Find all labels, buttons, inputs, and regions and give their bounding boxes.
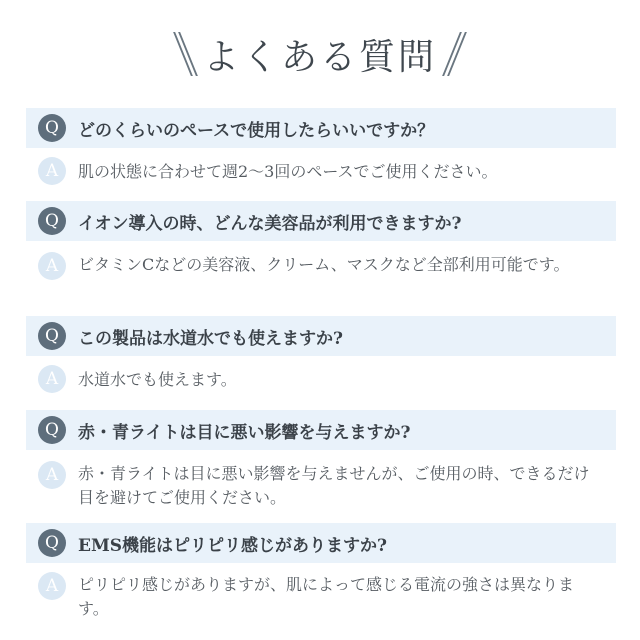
faq-answer: ピリピリ感じがありますが、肌によって感じる電流の強さは異なります。 [78, 575, 575, 618]
faq-answer: 赤・青ライトは目に悪い影響を与えませんが、ご使用の時、できるだけ目を避けてご使用ください。 [78, 464, 590, 507]
faq-header [0, 28, 640, 80]
page-title: よくある質問 [202, 36, 437, 78]
faq-question-row [26, 316, 616, 356]
faq-question-row [26, 201, 616, 241]
faq-question: EMS機能はピリピリ感じがありますか? [78, 535, 388, 556]
left-slash-decoration [182, 32, 189, 76]
answer-badge-icon: A [38, 157, 66, 185]
faq-question-row [26, 523, 616, 563]
faq-question: イオン導入の時、どんな美容品が利用できますか? [78, 213, 462, 234]
question-badge-icon: Q [38, 529, 66, 557]
faq-answer: 水道水でも使えます。 [78, 370, 237, 389]
question-badge-icon: Q [38, 322, 66, 350]
faq-question-row [26, 108, 616, 148]
question-badge-icon: Q [38, 416, 66, 444]
answer-badge-icon: A [38, 252, 66, 280]
faq-answer: 肌の状態に合わせて週2〜3回のペースでご使用ください。 [78, 162, 498, 181]
faq-question-row [26, 410, 616, 450]
question-badge-icon: Q [38, 114, 66, 142]
faq-answer-row [26, 460, 616, 510]
right-slash-decoration [451, 32, 458, 76]
answer-badge-icon: A [38, 461, 66, 489]
faq-answer-row [26, 364, 616, 393]
faq-question: この製品は水道水でも使えますか? [78, 328, 343, 349]
faq-question: どのくらいのペースで使用したらいいですか？ [78, 120, 435, 141]
faq-answer-row [26, 156, 616, 185]
faq-answer-row [26, 571, 616, 621]
faq-answer: ビタミンCなどの美容液、クリーム、マスクなど全部利用可能です。 [78, 255, 570, 274]
question-badge-icon: Q [38, 207, 66, 235]
faq-question: 赤・青ライトは目に悪い影響を与えますか? [78, 422, 411, 443]
answer-badge-icon: A [38, 365, 66, 393]
answer-badge-icon: A [38, 572, 66, 600]
faq-answer-row [26, 251, 616, 280]
